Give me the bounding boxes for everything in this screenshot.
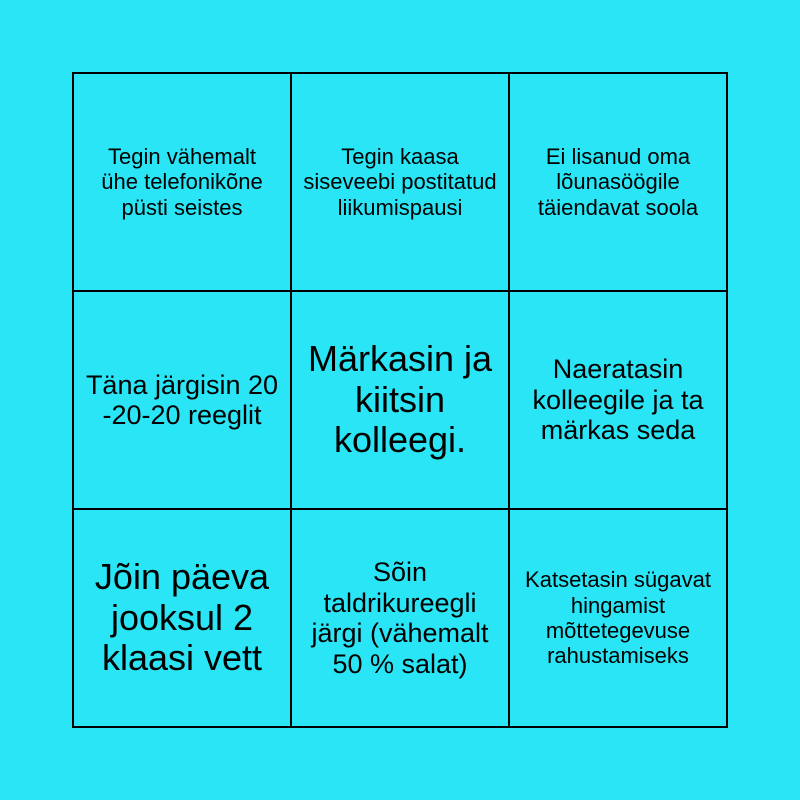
bingo-cell-7[interactable]: [74, 510, 292, 726]
bingo-cell-text: Tegin kaasa siseveebi postitatud liikumispausi: [303, 144, 497, 220]
bingo-cell-text: Jõin päeva jooksul 2 klaasi vett: [94, 555, 270, 679]
bingo-cell-8[interactable]: [292, 510, 510, 726]
bingo-cell-text: Katsetasin sügavat hingamist mõttetegevuse rahustamiseks: [525, 567, 711, 669]
bingo-cell-text: Naeratasin kolleegile ja ta märkas seda: [532, 354, 704, 446]
bingo-cell-9[interactable]: [510, 510, 726, 726]
bingo-cell-text: Täna järgisin 20 -20-20 reeglit: [85, 369, 279, 430]
bingo-cell-text: Sõin taldrikureegli järgi (vähemalt 50 % salat): [311, 557, 489, 679]
bingo-cell-4[interactable]: [74, 292, 292, 510]
bingo-cell-3[interactable]: [510, 74, 726, 292]
bingo-cell-text: Ei lisanud oma lõunasöögile täiendavat soola: [537, 144, 699, 220]
bingo-cell-text: Tegin vähemalt ühe telefonikõne püsti seistes: [101, 144, 263, 220]
bingo-cell-6[interactable]: [510, 292, 726, 510]
bingo-cell-2[interactable]: [292, 74, 510, 292]
bingo-cell-free[interactable]: [292, 292, 510, 510]
bingo-cell-text: Märkasin ja kiitsin kolleegi.: [307, 337, 493, 461]
bingo-cell-1[interactable]: [74, 74, 292, 292]
bingo-board: [72, 72, 728, 728]
